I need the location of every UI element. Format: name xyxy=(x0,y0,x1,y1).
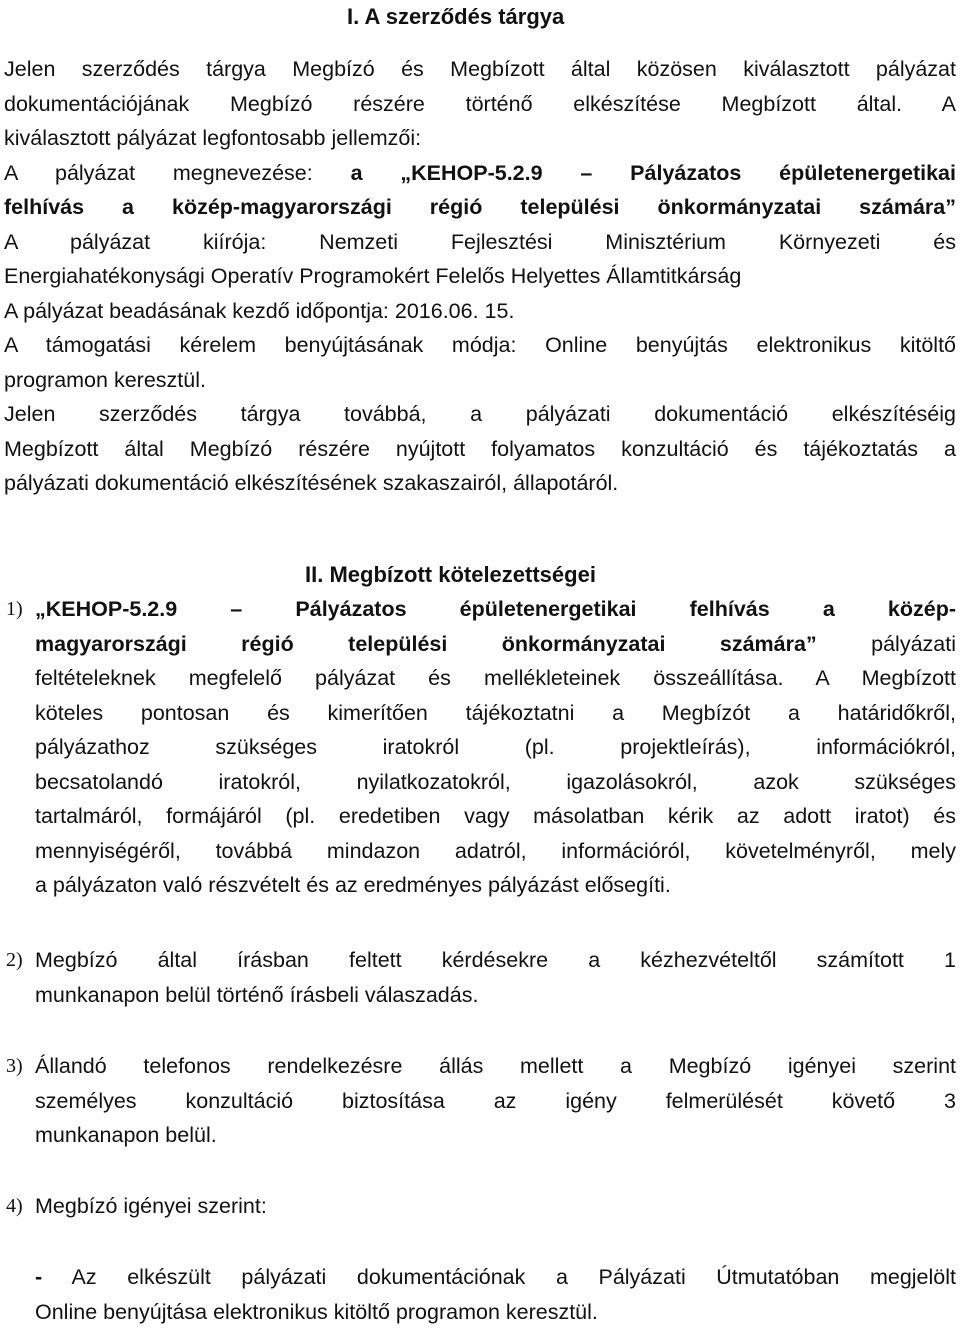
obligation-item-3 xyxy=(0,1049,960,1153)
further-line: pályázati dokumentáció elkészítésének szakaszairól, állapotáról. xyxy=(0,466,960,501)
name-label: A pályázat megnevezése: xyxy=(4,161,351,185)
further-line: Megbízott által Megbízó részére nyújtott folyamatos konzultáció és tájékoztatás a xyxy=(0,432,960,467)
item-1-bold: magyarországi régió települési önkormányzatai számára” xyxy=(35,632,817,656)
item-1-line: pályázathoz szükséges iratokról (pl. projektleírás), információkról, xyxy=(0,730,960,765)
item-number: 2) xyxy=(6,943,23,978)
item-2-line xyxy=(0,943,960,978)
item-3-line: személyes konzultáció biztosítása az igény felmerülését követő 3 xyxy=(0,1084,960,1119)
section-2-title: II. Megbízott kötelezettségei xyxy=(305,558,596,593)
pályázat-name-line xyxy=(0,156,960,191)
item-3-text: Állandó telefonos rendelkezésre állás mellett a Megbízó igényei szerint xyxy=(35,1054,956,1078)
item-1-line: becsatolandó iratokról, nyilatkozatokról, igazolásokról, azok szükséges xyxy=(0,765,960,800)
intro-line: kiválasztott pályázat legfontosabb jellemzői: xyxy=(0,121,960,156)
item-4-line xyxy=(0,1189,960,1224)
item-1-line: a pályázaton való részvételt és az eredményes pályázást elősegíti. xyxy=(0,868,960,903)
intro-line: dokumentációjának Megbízó részére történő elkészítése Megbízott által. A xyxy=(0,87,960,122)
item-4-sub-bullet xyxy=(0,1260,960,1329)
submission-line: programon keresztül. xyxy=(0,363,960,398)
item-1-bold: „KEHOP-5.2.9 – Pályázatos épületenergetikai felhívás a közép- xyxy=(35,597,956,621)
sub-bullet-line xyxy=(0,1260,960,1295)
sub-bullet-line: Online benyújtása elektronikus kitöltő programon keresztül. xyxy=(0,1295,960,1329)
sub-bullet-text: Az elkészült pályázati dokumentációnak a Pályázati Útmutatóban megjelölt xyxy=(42,1265,956,1289)
item-number: 3) xyxy=(6,1049,23,1084)
item-1-tail: pályázati xyxy=(817,632,956,656)
further-line: Jelen szerződés tárgya továbbá, a pályázati dokumentáció elkészítéséig xyxy=(0,397,960,432)
item-1-line: mennyiségéről, továbbá mindazon adatról, információról, követelményről, mely xyxy=(0,834,960,869)
obligation-item-1 xyxy=(0,592,960,903)
item-1-line xyxy=(0,627,960,662)
dash-bullet: - xyxy=(35,1265,42,1289)
item-1-line: tartalmáról, formájáról (pl. eredetiben vagy másolatban kérik az adott iratot) és xyxy=(0,799,960,834)
obligation-item-2 xyxy=(0,943,960,1012)
item-number: 4) xyxy=(6,1189,23,1224)
item-2-text: Megbízó által írásban feltett kérdésekre a kézhezvételtől számított 1 xyxy=(35,948,956,972)
item-2-line: munkanapon belül történő írásbeli válaszadás. xyxy=(0,978,960,1013)
section-1-title: I. A szerződés tárgya xyxy=(347,0,564,35)
item-1-line: feltételeknek megfelelő pályázat és mellékleteinek összeállítása. A Megbízott xyxy=(0,661,960,696)
issuer-line: Energiahatékonysági Operatív Programokért Felelős Helyettes Államtitkárság xyxy=(0,259,960,294)
obligation-item-4 xyxy=(0,1189,960,1224)
intro-paragraph xyxy=(0,52,960,501)
item-3-line xyxy=(0,1049,960,1084)
submission-line: A támogatási kérelem benyújtásának módja: Online benyújtás elektronikus kitöltő xyxy=(0,328,960,363)
start-date-line: A pályázat beadásának kezdő időpontja: 2016.06. 15. xyxy=(0,294,960,329)
issuer-line: A pályázat kiírója: Nemzeti Fejlesztési Minisztérium Környezeti és xyxy=(0,225,960,260)
item-number: 1) xyxy=(6,592,23,627)
pályázat-name-line-2: felhívás a közép-magyarországi régió települési önkormányzatai számára” xyxy=(0,190,960,225)
item-3-line: munkanapon belül. xyxy=(0,1118,960,1153)
item-1-line xyxy=(0,592,960,627)
item-4-text: Megbízó igényei szerint: xyxy=(35,1194,267,1218)
intro-line: Jelen szerződés tárgya Megbízó és Megbízott által közösen kiválasztott pályázat xyxy=(0,52,960,87)
name-bold: a „KEHOP-5.2.9 – Pályázatos épületenergetikai xyxy=(351,161,956,185)
item-1-line: köteles pontosan és kimerítően tájékoztatni a Megbízót a határidőkről, xyxy=(0,696,960,731)
